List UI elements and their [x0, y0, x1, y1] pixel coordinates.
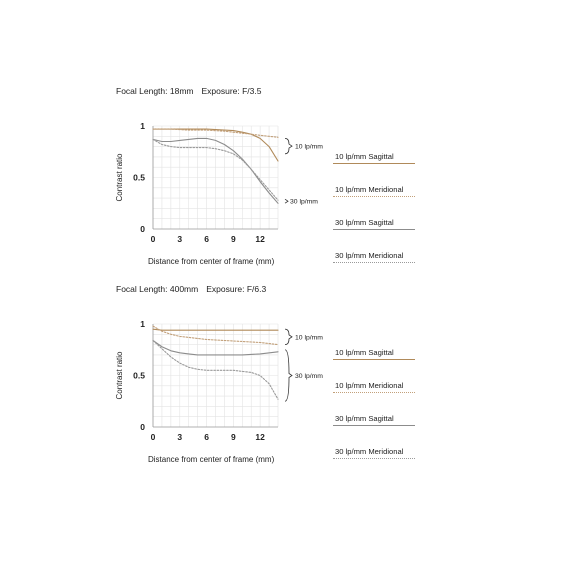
legend-line-swatch — [333, 359, 415, 360]
y-axis-label: Contrast ratio — [115, 153, 124, 202]
x-tick-label: 0 — [150, 234, 156, 244]
legend-label: 10 lp/mm Sagittal — [335, 152, 394, 161]
legend-item — [333, 447, 415, 461]
bracket-mark — [285, 329, 292, 344]
legend-item — [333, 414, 415, 428]
legend-label: 10 lp/mm Meridional — [335, 185, 404, 194]
x-tick-label: 9 — [230, 432, 236, 442]
legend-item — [333, 152, 415, 166]
bracket-label: 10 lp/mm — [295, 334, 323, 342]
legend-label: 10 lp/mm Meridional — [335, 381, 404, 390]
legend-line-swatch — [333, 229, 415, 230]
legend-label: 10 lp/mm Sagittal — [335, 348, 394, 357]
legend-item — [333, 218, 415, 232]
x-tick-label: 12 — [255, 234, 265, 244]
bracket-mark — [285, 138, 292, 153]
y-tick-label: 1 — [140, 319, 145, 329]
x-tick-label: 6 — [204, 234, 209, 244]
legend-line-swatch — [333, 163, 415, 164]
x-tick-label: 12 — [255, 432, 265, 442]
x-tick-label: 6 — [204, 432, 209, 442]
mtf-chart-panel-2 — [0, 278, 570, 518]
legend-label: 30 lp/mm Meridional — [335, 251, 404, 260]
legend-label: 30 lp/mm Sagittal — [335, 218, 394, 227]
x-tick-label: 9 — [230, 234, 236, 244]
legend-line-swatch — [333, 458, 415, 459]
exposure-label: Exposure: F/3.5 — [201, 86, 262, 96]
legend-label: 30 lp/mm Meridional — [335, 447, 404, 456]
y-tick-label: 0 — [140, 224, 145, 234]
bracket-mark — [285, 199, 288, 203]
focal-length-label: Focal Length: 400mm — [116, 284, 199, 294]
legend-item — [333, 251, 415, 265]
y-tick-label: 0.5 — [133, 172, 145, 183]
y-tick-label: 0 — [140, 422, 145, 432]
bracket-label: 10 lp/mm — [295, 143, 323, 151]
x-tick-label: 0 — [150, 432, 156, 442]
legend-line-swatch — [333, 392, 415, 393]
legend-line-swatch — [333, 196, 415, 197]
y-axis-label: Contrast ratio — [115, 351, 124, 400]
y-tick-label: 1 — [140, 121, 145, 131]
exposure-label: Exposure: F/6.3 — [206, 284, 267, 294]
legend-line-swatch — [333, 262, 415, 263]
bracket-label: 30 lp/mm — [290, 198, 318, 206]
focal-length-label: Focal Length: 18mm — [116, 86, 194, 96]
legend-item — [333, 381, 415, 395]
legend-line-swatch — [333, 425, 415, 426]
x-axis-label: Distance from center of frame (mm) — [148, 257, 275, 266]
bracket-mark — [285, 350, 292, 402]
x-axis-label: Distance from center of frame (mm) — [148, 455, 275, 464]
bracket-label: 30 lp/mm — [295, 373, 323, 380]
x-tick-label: 3 — [177, 234, 183, 244]
y-tick-label: 0.5 — [133, 370, 145, 381]
legend-label: 30 lp/mm Sagittal — [335, 414, 394, 423]
legend-item — [333, 185, 415, 199]
mtf-chart-svg — [0, 278, 570, 518]
legend-item — [333, 348, 415, 362]
x-tick-label: 3 — [177, 432, 183, 442]
